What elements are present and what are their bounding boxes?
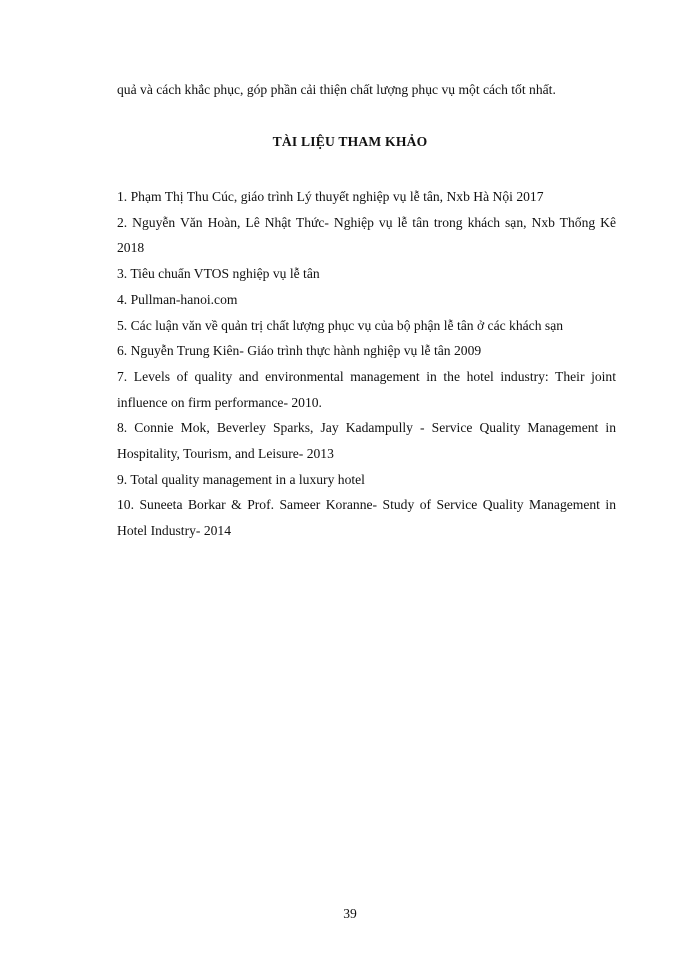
- page-number: 39: [343, 906, 357, 921]
- reference-item: 1. Phạm Thị Thu Cúc, giáo trình Lý thuyết nghiệp vụ lễ tân, Nxb Hà Nội 2017: [117, 189, 544, 204]
- reference-item: 2. Nguyễn Văn Hoàn, Lê Nhật Thức- Nghiệp vụ lễ tân trong khách sạn, Nxb Thống Kê 2018: [117, 214, 616, 256]
- reference-item: 4. Pullman-hanoi.com: [117, 291, 238, 307]
- reference-item: 6. Nguyễn Trung Kiên- Giáo trình thực hành nghiệp vụ lễ tân 2009: [117, 343, 482, 359]
- references-heading: TÀI LIỆU THAM KHẢO: [272, 134, 428, 149]
- reference-item: 5. Các luận văn về quản trị chất lượng phục vụ của bộ phận lễ tân ở các khách sạn: [117, 317, 564, 333]
- reference-item: 7. Levels of quality and environmental management in the hotel industry: Their joint influence on firm performance- 2010.: [117, 368, 616, 410]
- reference-item: 3. Tiêu chuẩn VTOS nghiệp vụ lễ tân: [117, 266, 320, 282]
- reference-item: 10. Suneeta Borkar & Prof. Sameer Koranne- Study of Service Quality Management in Hotel Industry- 2014: [117, 497, 616, 539]
- references-list: [117, 184, 616, 544]
- reference-item: 9. Total quality management in a luxury hotel: [117, 471, 365, 487]
- reference-item: 8. Connie Mok, Beverley Sparks, Jay Kadampully - Service Quality Management in Hospitality, Tourism, and Leisure- 2013: [117, 420, 616, 462]
- intro-line: quả và cách khắc phục, góp phần cải thiện chất lượng phục vụ một cách tốt nhất.: [117, 82, 556, 97]
